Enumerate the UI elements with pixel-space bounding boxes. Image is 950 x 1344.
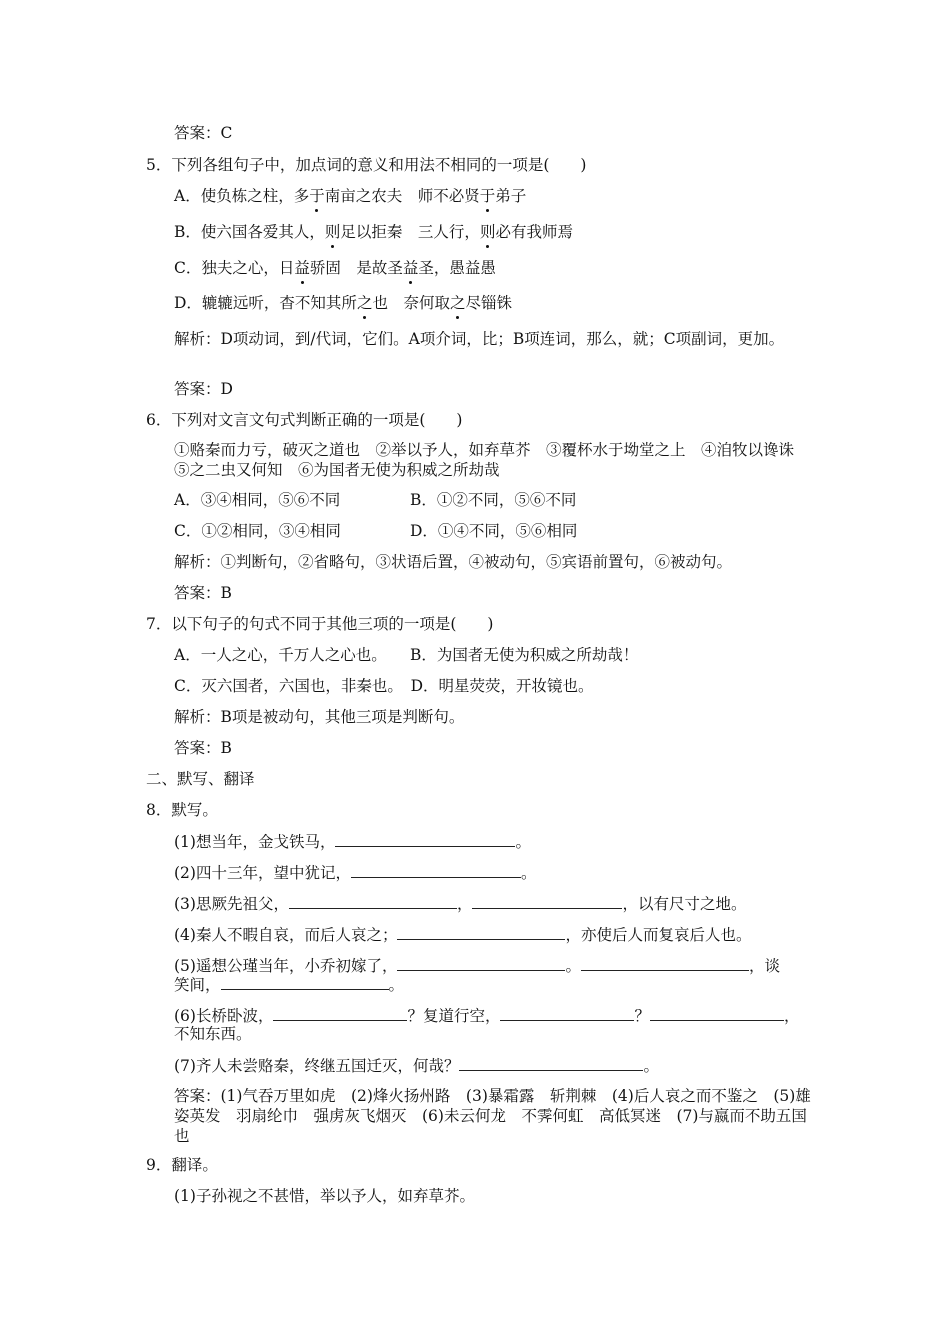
fill-blank	[397, 955, 565, 971]
q6-option-c: C．①②相同，③④相同	[174, 522, 341, 540]
q8-item-1: (1)想当年，金戈铁马， 。	[174, 833, 531, 851]
fill-blank	[289, 893, 457, 909]
q6-items: ①赂秦而力亏，破灭之道也 ②举以予人，如弃草芥 ③覆杯水于坳堂之上 ④洎牧以谗诛 ⑤之二虫又何知 ⑥为国者无使为积威之所劫哉	[174, 441, 810, 479]
q6-analysis: 解析：①判断句，②省略句，③状语后置，④被动句，⑤宾语前置句，⑥被动句。	[174, 553, 733, 571]
q8-item-4: (4)秦人不暇自哀，而后人哀之； ，亦使后人而复哀后人也。	[174, 926, 752, 944]
fill-blank	[351, 862, 521, 878]
question-9: 9．翻译。	[146, 1156, 218, 1174]
answer-5: 答案：D	[174, 380, 233, 398]
q9-item-1: (1)子孙视之不甚惜，举以予人，如弃草芥。	[174, 1187, 475, 1205]
q8-item-6-cont: 不知东西。	[174, 1025, 252, 1043]
fill-blank	[650, 1005, 784, 1021]
q8-item-5-cont: 笑间， 。	[174, 976, 405, 994]
fill-blank	[581, 955, 749, 971]
question-5: 5．下列各组句子中，加点词的意义和用法不相同的一项是( )	[146, 156, 587, 174]
section-heading-2: 二、默写、翻译	[146, 770, 255, 788]
fill-blank	[472, 893, 622, 909]
q7-analysis: 解析：B项是被动句，其他三项是判断句。	[174, 708, 465, 726]
question-8: 8．默写。	[146, 801, 218, 819]
fill-blank	[273, 1005, 407, 1021]
fill-blank	[335, 831, 515, 847]
fill-blank	[459, 1055, 643, 1071]
question-6: 6．下列对文言文句式判断正确的一项是( )	[146, 411, 463, 429]
q5-option-d: D．辘辘远听，杳不知其所之也 奈何取之尽锱铢	[174, 294, 512, 312]
answer-4: 答案：C	[174, 124, 233, 142]
q5-option-a: A．使负栋之柱，多于南亩之农夫 师不必贤于弟子	[174, 187, 527, 205]
q6-option-d: D．①④不同，⑤⑥相同	[410, 522, 578, 540]
answer-6: 答案：B	[174, 584, 232, 602]
q8-item-2: (2)四十三年，望中犹记， 。	[174, 864, 537, 882]
q5-analysis: 解析：D项动词，到/代词，它们。A项介词，比；B项连词，那么，就；C项副词，更加。	[174, 330, 785, 348]
fill-blank	[397, 924, 565, 940]
q5-option-c: C．独夫之心，日益骄固 是故圣益圣，愚益愚	[174, 259, 496, 277]
q8-item-6: (6)长桥卧波， ？复道行空， ？ ，	[174, 1007, 800, 1025]
q5-option-b: B．使六国各爱其人，则足以拒秦 三人行，则必有我师焉	[174, 223, 573, 241]
answer-7: 答案：B	[174, 739, 232, 757]
question-7: 7．以下句子的句式不同于其他三项的一项是( )	[146, 615, 494, 633]
q8-item-7: (7)齐人未尝赂秦，终继五国迁灭，何哉？ 。	[174, 1057, 659, 1075]
q8-item-3: (3)思厥先祖父， ， ，以有尺寸之地。	[174, 895, 747, 913]
q6-option-b: B．①②不同，⑤⑥不同	[410, 491, 577, 509]
q7-options-ab: A．一人之心，千万人之心也。 B．为国者无使为积威之所劫哉！	[174, 646, 639, 664]
fill-blank	[221, 974, 389, 990]
q7-options-cd: C．灭六国者，六国也，非秦也。 D．明星荧荧，开妆镜也。	[174, 677, 594, 695]
q8-item-5: (5)遥想公瑾当年，小乔初嫁了， 。 ，谈	[174, 957, 780, 975]
q6-option-a: A．③④相同，⑤⑥不同	[174, 491, 341, 509]
fill-blank	[500, 1005, 634, 1021]
answer-8: 答案：(1)气吞万里如虎 (2)烽火扬州路 (3)暴霜露 斩荆棘 (4)后人哀之而不鉴之 (5)雄姿英发 羽扇纶巾 强虏灰飞烟灭 (6)未云何龙 不霁何虹 高低冥迷 (7)与嬴而不助五国也	[174, 1087, 811, 1145]
